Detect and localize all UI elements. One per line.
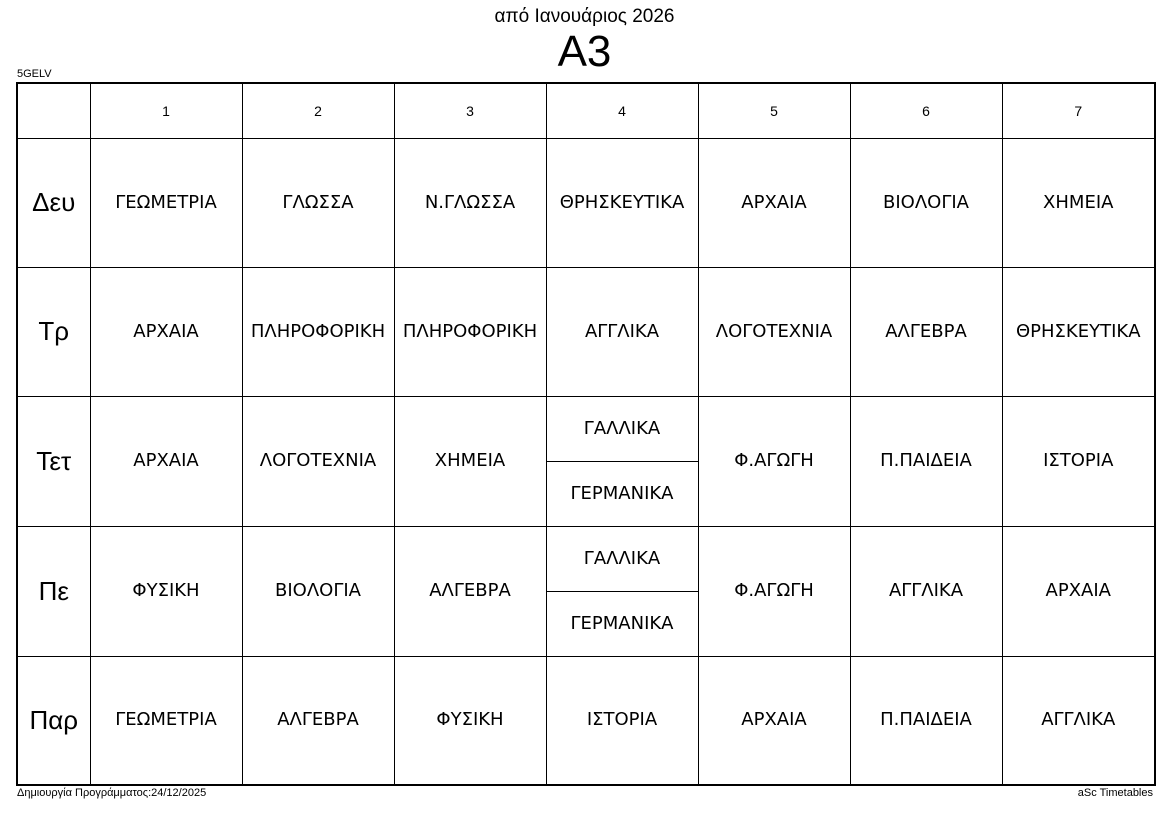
day-label: Πε xyxy=(17,526,90,656)
split-lesson-cell xyxy=(546,396,698,526)
lesson-cell: ΑΡΧΑΙΑ xyxy=(90,396,242,526)
period-header: 5 xyxy=(698,83,850,138)
class-title: A3 xyxy=(557,27,612,76)
lesson-cell: ΑΡΧΑΙΑ xyxy=(698,656,850,785)
day-row-thursday xyxy=(17,526,1155,656)
lesson-cell: Π.ΠΑΙΔΕΙΑ xyxy=(850,396,1002,526)
lesson-cell: Π.ΠΑΙΔΕΙΑ xyxy=(850,656,1002,785)
lesson-cell: ΘΡΗΣΚΕΥΤΙΚΑ xyxy=(546,138,698,267)
lesson-cell: Φ.ΑΓΩΓΗ xyxy=(698,526,850,656)
lesson-cell: ΦΥΣΙΚΗ xyxy=(394,656,546,785)
period-header: 4 xyxy=(546,83,698,138)
lesson-cell: ΧΗΜΕΙΑ xyxy=(394,396,546,526)
day-label: Τρ xyxy=(17,267,90,396)
lesson-group-b: ΓΕΡΜΑΝΙΚΑ xyxy=(570,613,674,634)
day-label: Δευ xyxy=(17,138,90,267)
day-row-friday xyxy=(17,656,1155,785)
lesson-cell: ΠΛΗΡΟΦΟΡΙΚΗ xyxy=(242,267,394,396)
day-row-tuesday xyxy=(17,267,1155,396)
day-row-wednesday xyxy=(17,396,1155,526)
lesson-cell: ΒΙΟΛΟΓΙΑ xyxy=(850,138,1002,267)
lesson-cell: ΓΛΩΣΣΑ xyxy=(242,138,394,267)
lesson-group-a: ΓΑΛΛΙΚΑ xyxy=(547,397,698,462)
day-label: Τετ xyxy=(17,396,90,526)
lesson-group-b: ΓΕΡΜΑΝΙΚΑ xyxy=(570,483,674,504)
period-header: 7 xyxy=(1002,83,1155,138)
lesson-cell: Ν.ΓΛΩΣΣΑ xyxy=(394,138,546,267)
day-label: Παρ xyxy=(17,656,90,785)
period-header-row xyxy=(17,83,1155,138)
created-date: Δημιουργία Προγράμματος:24/12/2025 xyxy=(17,787,207,799)
lesson-cell: ΦΥΣΙΚΗ xyxy=(90,526,242,656)
lesson-cell: ΙΣΤΟΡΙΑ xyxy=(546,656,698,785)
lesson-cell: ΑΓΓΛΙΚΑ xyxy=(546,267,698,396)
lesson-cell: ΧΗΜΕΙΑ xyxy=(1002,138,1155,267)
lesson-cell: ΑΓΓΛΙΚΑ xyxy=(1002,656,1155,785)
day-row-monday xyxy=(17,138,1155,267)
lesson-cell: ΓΕΩΜΕΤΡΙΑ xyxy=(90,656,242,785)
brand-credit: aSc Timetables xyxy=(1077,787,1153,799)
lesson-cell: ΠΛΗΡΟΦΟΡΙΚΗ xyxy=(394,267,546,396)
lesson-cell: Φ.ΑΓΩΓΗ xyxy=(698,396,850,526)
lesson-cell: ΑΛΓΕΒΡΑ xyxy=(394,526,546,656)
period-header: 3 xyxy=(394,83,546,138)
lesson-cell: ΑΛΓΕΒΡΑ xyxy=(242,656,394,785)
lesson-cell: ΛΟΓΟΤΕΧΝΙΑ xyxy=(698,267,850,396)
lesson-cell: ΛΟΓΟΤΕΧΝΙΑ xyxy=(242,396,394,526)
lesson-cell: ΒΙΟΛΟΓΙΑ xyxy=(242,526,394,656)
corner-cell xyxy=(17,83,90,138)
lesson-cell: ΑΡΧΑΙΑ xyxy=(1002,526,1155,656)
school-code: 5GELV xyxy=(17,68,52,80)
period-header: 2 xyxy=(242,83,394,138)
lesson-cell: ΙΣΤΟΡΙΑ xyxy=(1002,396,1155,526)
split-lesson-cell xyxy=(546,526,698,656)
period-header: 6 xyxy=(850,83,1002,138)
lesson-cell: ΑΛΓΕΒΡΑ xyxy=(850,267,1002,396)
lesson-group-a: ΓΑΛΛΙΚΑ xyxy=(547,527,698,592)
timetable-grid xyxy=(16,82,1156,786)
lesson-cell: ΑΓΓΛΙΚΑ xyxy=(850,526,1002,656)
timetable-subtitle: από Ιανουάριος 2026 xyxy=(494,6,675,27)
lesson-cell: ΑΡΧΑΙΑ xyxy=(90,267,242,396)
lesson-cell: ΑΡΧΑΙΑ xyxy=(698,138,850,267)
lesson-cell: ΓΕΩΜΕΤΡΙΑ xyxy=(90,138,242,267)
lesson-cell: ΘΡΗΣΚΕΥΤΙΚΑ xyxy=(1002,267,1155,396)
period-header: 1 xyxy=(90,83,242,138)
